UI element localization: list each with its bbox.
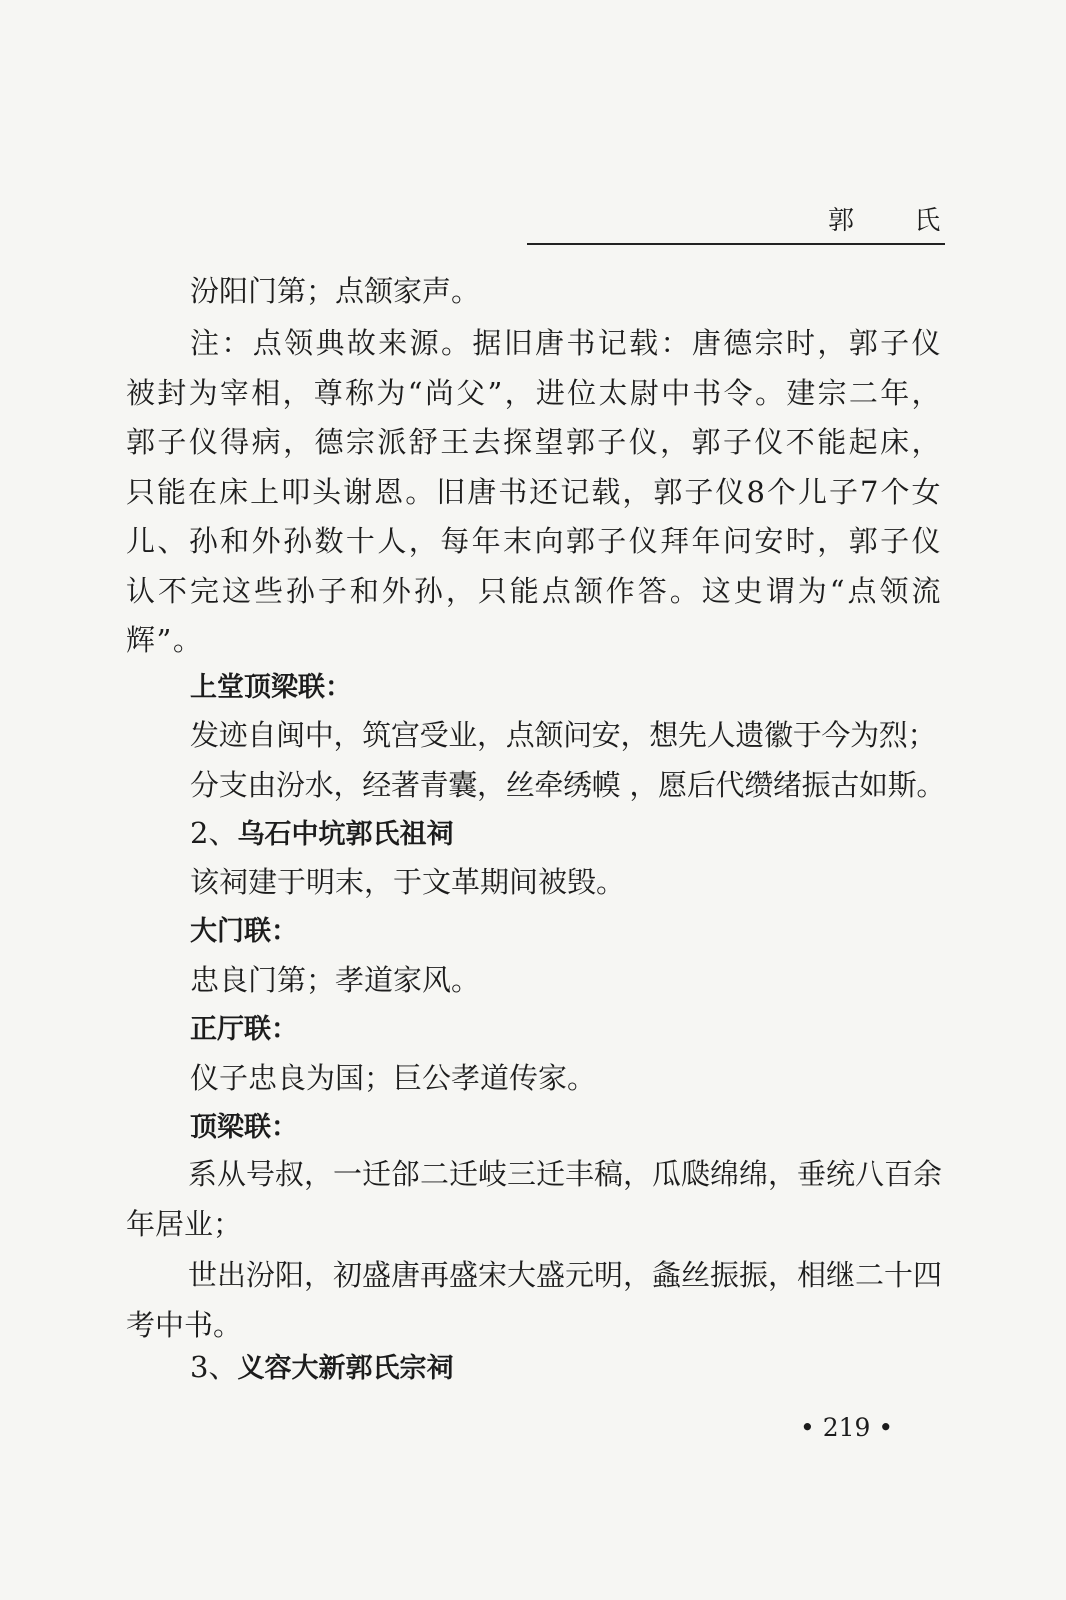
couplet-line-1: 汾阳门第；点颔家声。	[190, 274, 481, 308]
main-hall-couplet-label: 正厅联：	[190, 1014, 298, 1045]
section-3-title: 义容大新郭氏宗祠	[237, 1353, 454, 1384]
gate-couplet-label: 大门联：	[190, 916, 298, 947]
section-2-heading	[190, 815, 453, 853]
beam-couplet-line-2: 世出汾阳，初盛唐再盛宋大盛元明，螽丝振振，相继二十四考中书。	[126, 1258, 943, 1342]
note-paragraph: 注：点领典故来源。据旧唐书记载：唐德宗时，郭子仪被封为宰相，尊称为“尚父”，进位太尉中书令。建宗二年，郭子仪得病，德宗派舒王去探望郭子仪，郭子仪不能起床，只能在床上叩头谢恩。旧唐书还记载，郭子仪8个儿子7个女儿、孙和外孙数十人，每年末向郭子仪拜年问安时，郭子仪认不完这些孙子和外孙，只能点颔作答。这史谓为“点领流辉”。	[126, 326, 942, 657]
upper-hall-beam-couplet-label: 上堂顶梁联：	[190, 672, 352, 703]
section-3-number: 3、	[190, 1350, 238, 1384]
header-rule	[527, 243, 945, 245]
beam-couplet-line-1: 系从号叔，一迁郃二迁岐三迁丰稿，瓜瓞绵绵，垂统八百余年居业；	[126, 1157, 943, 1241]
running-header-title: 郭 氏	[828, 206, 967, 236]
upper-hall-couplet-line-2: 分支由汾水，经著青囊，丝牵绣幙 ，愿后代缵绪振古如斯。	[190, 768, 946, 802]
upper-hall-couplet-line-1: 发迹自闽中，筑宫受业，点颔问安，想先人遗徽于今为烈；	[190, 718, 937, 752]
page-number: • 219 •	[800, 1413, 894, 1442]
section-3-heading	[190, 1349, 453, 1387]
section-2-title: 乌石中坑郭氏祖祠	[237, 819, 454, 850]
gate-couplet-text: 忠良门第；孝道家风。	[190, 963, 481, 997]
beam-couplet-label: 顶梁联：	[190, 1112, 298, 1143]
main-hall-couplet-text: 仪子忠良为国；巨公孝道传家。	[190, 1061, 597, 1095]
section-2-description: 该祠建于明末，于文革期间被毁。	[190, 865, 626, 899]
section-2-number: 2、	[190, 816, 238, 850]
